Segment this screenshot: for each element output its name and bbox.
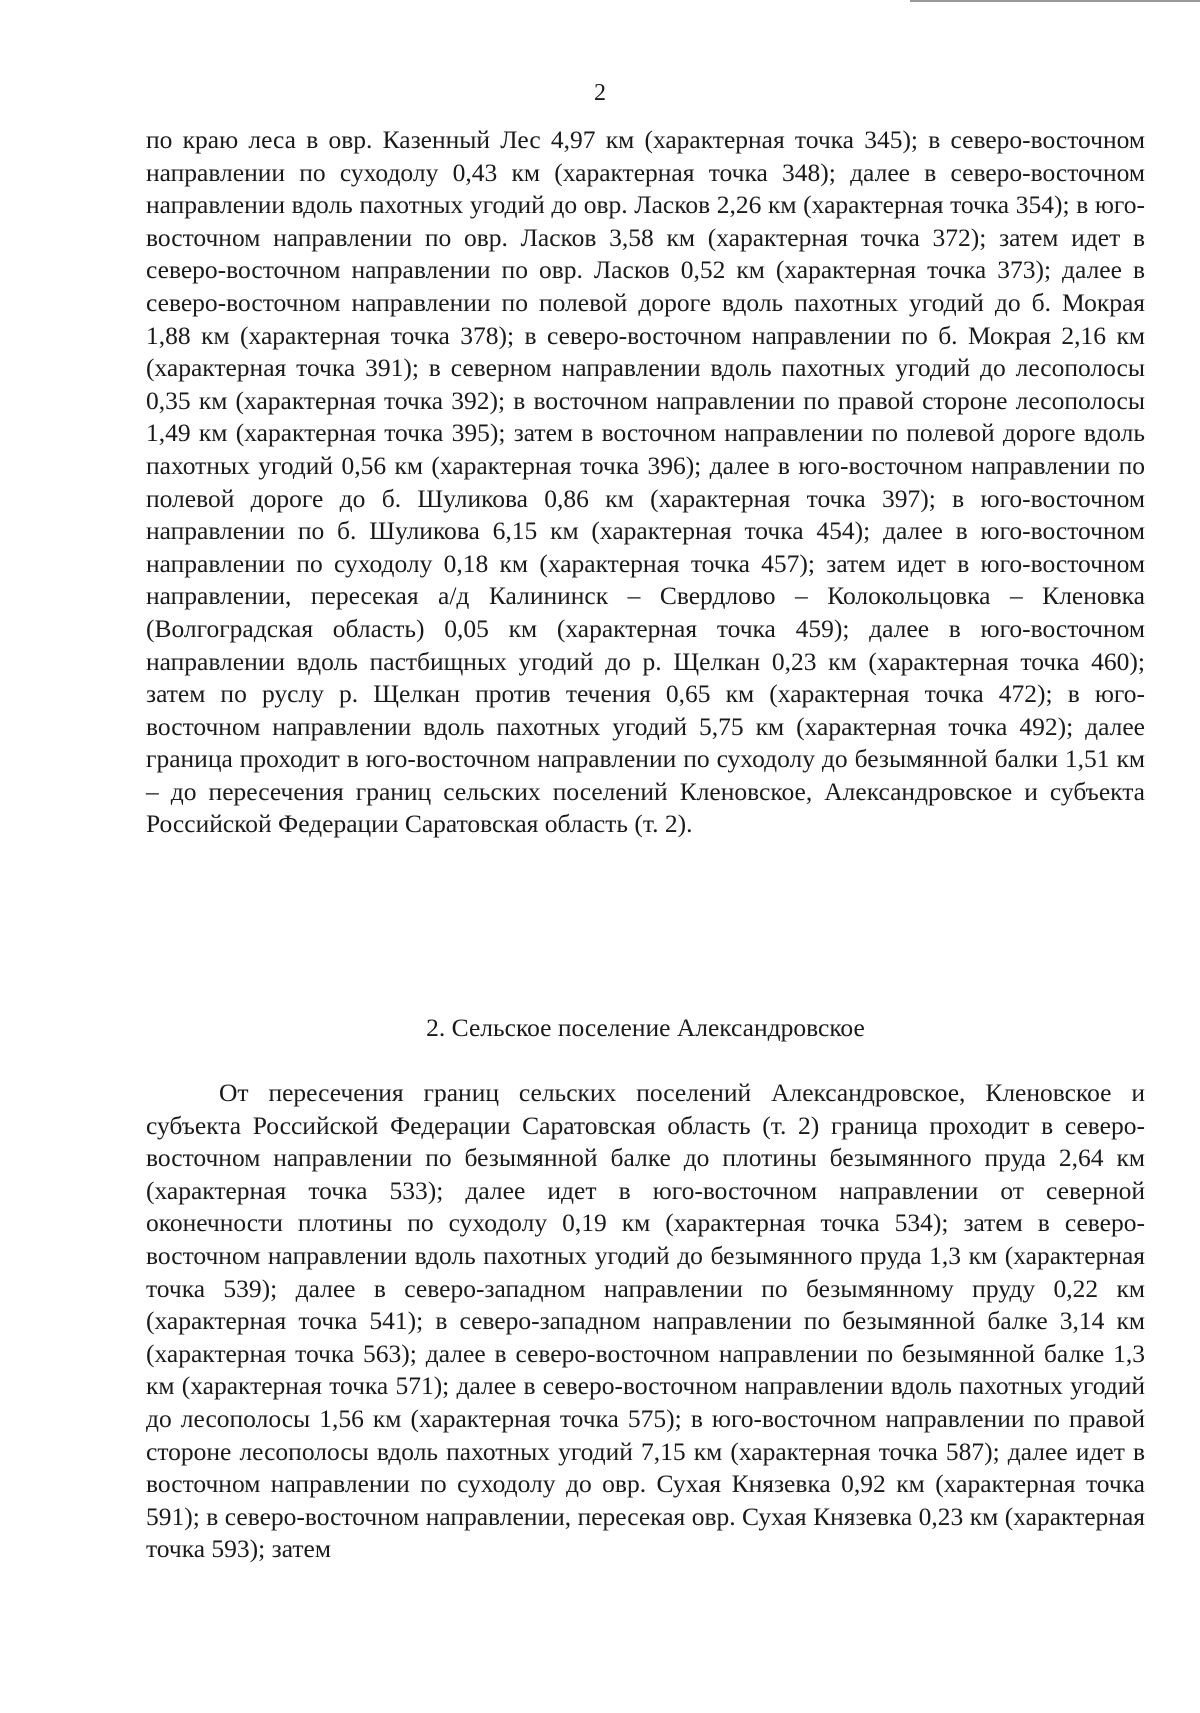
- boundary-description-paragraph-1: по краю леса в овр. Казенный Лес 4,97 км (характерная точка 345); в северо-восточном направлении по суходолу 0,43 км (характерная точка 348); далее в северо-восточном направлении вдоль пахотных угодий до овр. Ласков 2,26 км (характерная точка 354); в юго-восточном направлении по овр. Ласков 3,58 км (характерная точка 372); затем идет в северо-восточном направлении по овр. Ласков 0,52 км (характерная точка 373); далее в северо-восточном направлении по полевой дороге вдоль пахотных угодий до б. Мокрая 1,88 км (характерная точка 378); в северо-восточном направлении по б. Мокрая 2,16 км (характерная точка 391); в северном направлении вдоль пахотных угодий до лесополосы 0,35 км (характерная точка 392); в восточном направлении по правой стороне лесополосы 1,49 км (характерная точка 395); затем в восточном направлении по полевой дороге вдоль пахотных угодий 0,56 км (характерная точка 396); далее в юго-восточном направлении по полевой дороге до б. Шуликова 0,86 км (характерная точка 397); в юго-восточном направлении по б. Шуликова 6,15 км (характерная точка 454); далее в юго-восточном направлении по суходолу 0,18 км (характерная точка 457); затем идет в юго-восточном направлении, пересекая а/д Калининск – Свердлово – Колокольцовка – Кленовка (Волгоградская область) 0,05 км (характерная точка 459); далее в юго-восточном направлении вдоль пастбищных угодий до р. Щелкан 0,23 км (характерная точка 460); затем по руслу р. Щелкан против течения 0,65 км (характерная точка 472); в юго-восточном направлении вдоль пахотных угодий 5,75 км (характерная точка 492); далее граница проходит в юго-восточном направлении по суходолу до безымянной балки 1,51 км – до пересечения границ сельских поселений Кленовское, Александровское и субъекта Российской Федерации Саратовская область (т. 2).: [146, 125, 1145, 839]
- page-number: 2: [594, 80, 606, 106]
- boundary-description-paragraph-2: От пересечения границ сельских поселений Александровское, Кленовское и субъекта Российской Федерации Саратовская область (т. 2) граница проходит в северо-восточном направлении по безымянной балке до плотины безымянного пруда 2,64 км (характерная точка 533); далее идет в юго-восточном направлении от северной оконечности плотины по суходолу 0,19 км (характерная точка 534); затем в северо-восточном направлении вдоль пахотных угодий до безымянного пруда 1,3 км (характерная точка 539); далее в северо-западном направлении по безымянному пруду 0,22 км (характерная точка 541); в северо-западном направлении по безымянной балке 3,14 км (характерная точка 563); далее в северо-восточном направлении по безымянной балке 1,3 км (характерная точка 571); далее в северо-восточном направлении вдоль пахотных угодий до лесополосы 1,56 км (характерная точка 575); в юго-восточном направлении по правой стороне лесополосы вдоль пахотных угодий 7,15 км (характерная точка 587); далее идет в восточном направлении по суходолу до овр. Сухая Князевка 0,92 км (характерная точка 591); в северо-восточном направлении, пересекая овр. Сухая Князевка 0,23 км (характерная точка 593); затем: [146, 1078, 1145, 1564]
- section-heading: 2. Сельское поселение Александровское: [426, 1013, 865, 1042]
